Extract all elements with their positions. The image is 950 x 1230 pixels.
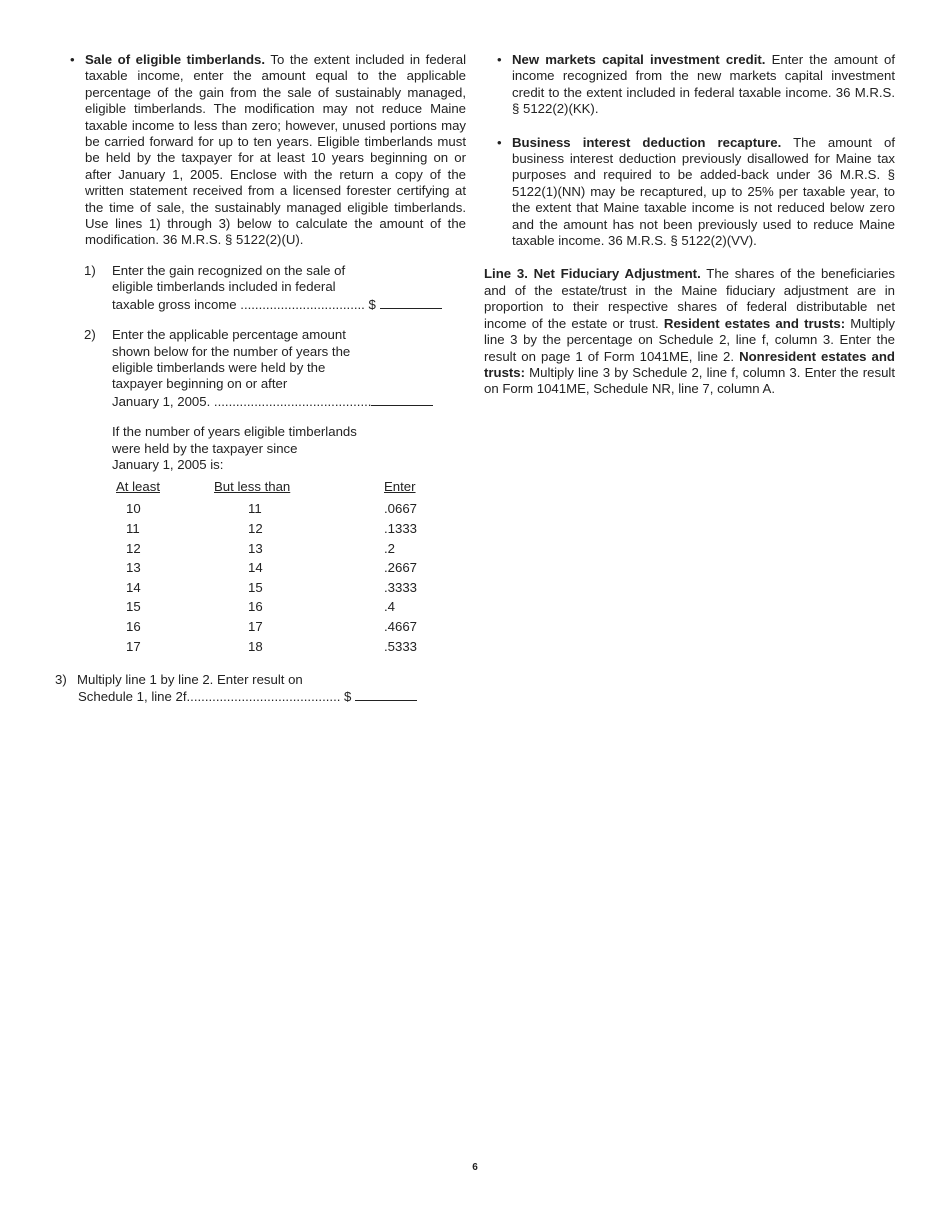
cell-enter: .5333 (384, 638, 418, 654)
cell-less-than: 11 (248, 501, 262, 517)
step-3-number: 3) (55, 671, 67, 687)
table-row (114, 637, 444, 657)
cell-less-than: 16 (248, 599, 263, 615)
page-number: 6 (472, 1162, 478, 1173)
step-2-number: 2) (84, 327, 96, 343)
step-3-line-2: Schedule 1, line 2f.......................................... $ (78, 688, 352, 704)
cell-less-than: 14 (248, 560, 263, 576)
cell-enter: .3333 (384, 579, 418, 595)
step-2-line-2: shown below for the number of years the (112, 343, 351, 359)
table-row (114, 598, 444, 618)
step-2 (70, 327, 402, 410)
business-interest-title: Business interest deduction recapture. (512, 134, 782, 150)
line-3-text-2: Multiply line 3 by the percentage on Schedule 2, line f, column 3. Enter the result on page 1 of Form 1041ME, line 2. (484, 315, 895, 364)
new-markets-body: Enter the amount of income recognized from the new markets capital investment credit to the extent included in federal taxable income. 36 M.R.S. § 5122(2)(KK). (512, 52, 895, 117)
line-3-text-3: Multiply line 3 by Schedule 2, line f, column 3. Enter the result on Form 1041ME, Schedule NR, line 7, column A. (484, 364, 895, 397)
left-column (55, 52, 466, 705)
step-1-line-1: Enter the gain recognized on the sale of (112, 262, 346, 278)
step-1-number: 1) (84, 262, 96, 278)
timberlands-body: To the extent included in federal taxable income, enter the amount equal to the applicable percentage of the gain from the sale of sustainably managed, eligible timberlands. The modification may not reduce Maine taxable income to less than zero; however, unused portions may be carried forward for up to ten years. Eligible timberlands must be held by the taxpayer for at least 10 years beginning on or after January 1, 2005. Enclose with the return a copy of the written statement received from a licensed forester certifying at the time of sale, the sustainably managed eligible timberlands. Use lines 1) through 3) below to calculate the amount of the modification. 36 M.R.S. § 5122(2)(U). (85, 52, 466, 248)
step-2-line-4: taxpayer beginning on or after (112, 376, 288, 392)
line-3-text-1: The shares of the beneficiaries and of the estate/trust in the Maine fiduciary adjustment are in proportion to their respective shares of federal distributable net income of the estate or trust. (484, 266, 895, 331)
percentage-table (114, 479, 444, 656)
step-3 (48, 672, 447, 706)
step-2-amount-blank[interactable] (371, 393, 433, 406)
note-line-3: January 1, 2005 is: (112, 456, 224, 472)
table-row (114, 500, 444, 520)
header-but-less-than: But less than (214, 479, 291, 495)
cell-at-least: 10 (126, 501, 141, 517)
table-row (114, 578, 444, 598)
step-1-amount-blank[interactable] (380, 296, 442, 309)
business-interest-body: The amount of business interest deduction previously disallowed for Maine tax purposes and required to be added-back under 36 M.R.S. § 5122(1)(NN) may be recaptured, up to 25% per taxable year, to the extent that Maine taxable income is not reduced below zero and the amount has not been previously used to reduce Maine taxable income. 36 M.R.S. § 5122(2)(VV). (512, 134, 895, 249)
step-2-line-5: January 1, 2005. ........................................... (112, 393, 372, 409)
header-enter: Enter (384, 479, 416, 495)
table-header-row (114, 479, 444, 499)
table-row (114, 559, 444, 579)
cell-less-than: 17 (248, 618, 263, 634)
step-2-line-3: eligible timberlands were held by the (112, 359, 326, 375)
cell-at-least: 17 (126, 638, 141, 654)
business-interest-paragraph (497, 135, 895, 250)
new-markets-paragraph (497, 52, 895, 118)
cell-at-least: 12 (126, 540, 141, 556)
cell-at-least: 14 (126, 579, 141, 595)
line-3-title: Line 3. Net Fiduciary Adjustment. (484, 266, 701, 282)
cell-enter: .4667 (384, 618, 418, 634)
cell-at-least: 15 (126, 599, 141, 615)
cell-less-than: 12 (248, 520, 263, 536)
right-column (484, 52, 895, 398)
step-2-line-1: Enter the applicable percentage amount (112, 327, 346, 343)
cell-enter: .1333 (384, 520, 418, 536)
cell-enter: .2667 (384, 560, 418, 576)
cell-at-least: 11 (126, 520, 140, 536)
cell-enter: .0667 (384, 501, 418, 517)
holding-period-note (70, 424, 412, 473)
cell-at-least: 13 (126, 560, 141, 576)
nonresident-title: Nonresident estates and trusts: (484, 348, 895, 380)
resident-title: Resident estates and trusts: (663, 315, 846, 331)
table-row (114, 617, 444, 637)
timberlands-paragraph (70, 52, 466, 249)
step-3-amount-blank[interactable] (355, 688, 417, 701)
timberlands-title: Sale of eligible timberlands. (85, 52, 266, 67)
cell-less-than: 18 (248, 638, 263, 654)
step-3-line-1: Multiply line 1 by line 2. Enter result on (77, 671, 303, 687)
cell-enter: .2 (384, 540, 395, 556)
step-1-line-3: taxable gross income .................................. $ (112, 296, 376, 312)
note-line-1: If the number of years eligible timberlands (112, 424, 357, 440)
table-row (114, 519, 444, 539)
cell-enter: .4 (384, 599, 395, 615)
cell-less-than: 15 (248, 579, 263, 595)
header-at-least: At least (116, 479, 160, 495)
step-1-line-2: eligible timberlands included in federal (112, 279, 336, 295)
new-markets-title: New markets capital investment credit. (512, 52, 766, 67)
net-fiduciary-adjustment-paragraph (484, 266, 895, 397)
cell-less-than: 13 (248, 540, 263, 556)
table-row (114, 539, 444, 559)
note-line-2: were held by the taxpayer since (112, 440, 298, 456)
step-1 (70, 263, 402, 313)
cell-at-least: 16 (126, 618, 141, 634)
